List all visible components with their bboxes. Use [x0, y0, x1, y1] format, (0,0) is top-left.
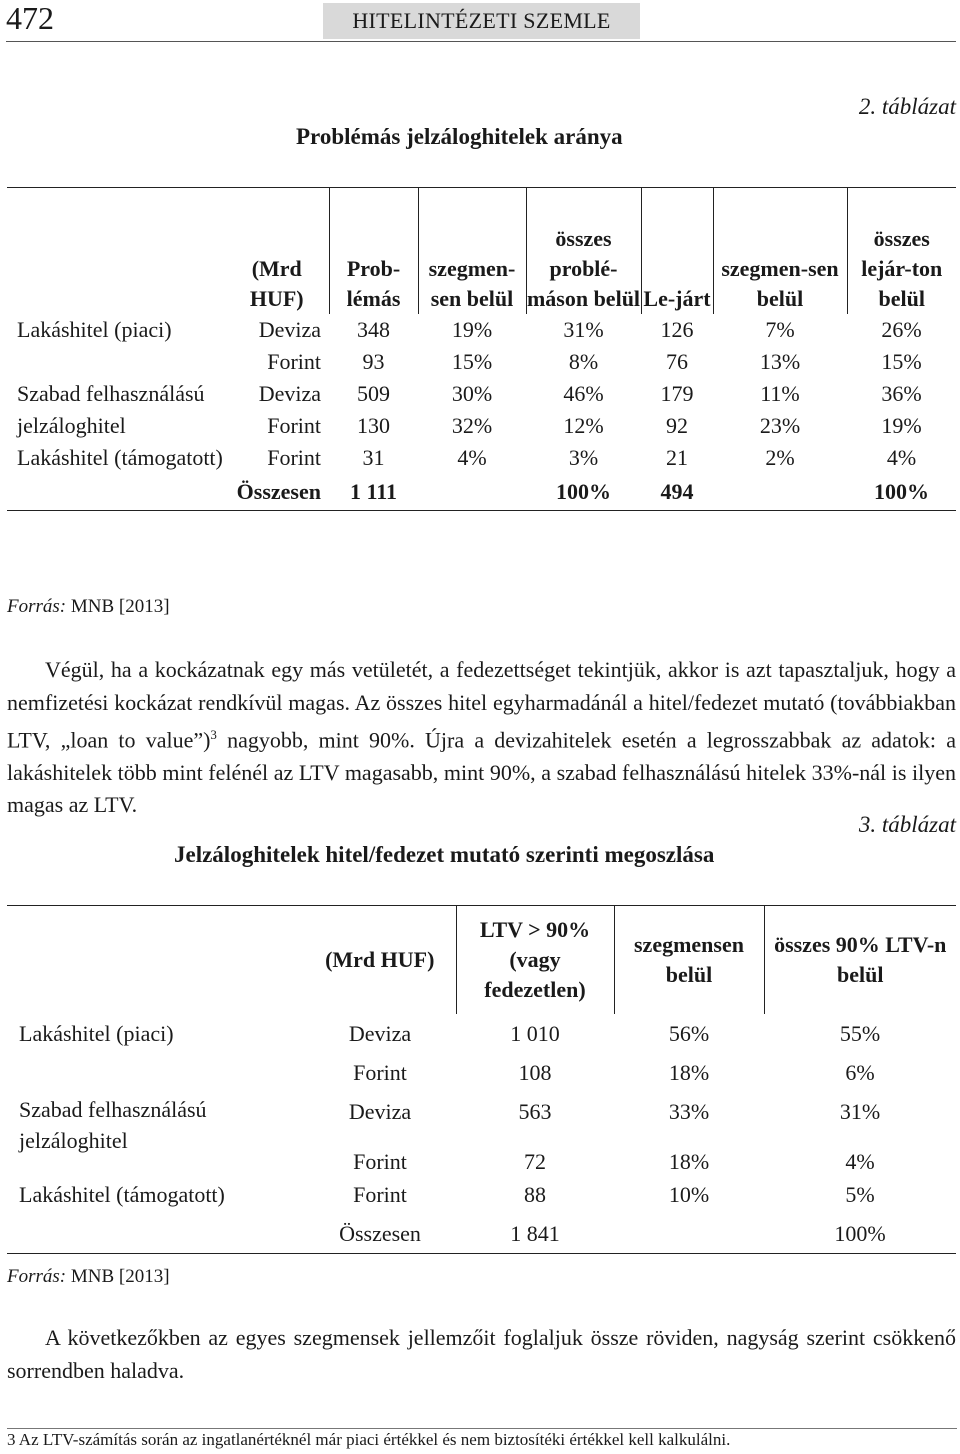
table3-source — [7, 1266, 170, 1288]
row-segment: Szabad felhasználású — [17, 381, 205, 406]
table3-header-ltv: LTV > 90% (vagy fedezetlen) — [456, 906, 614, 1015]
header-rule — [6, 41, 956, 42]
cell: 3% — [568, 445, 599, 470]
cell: 1 841 — [510, 1220, 560, 1246]
table2-title: Problémás jelzáloghitelek aránya — [296, 124, 623, 149]
cell: 11% — [760, 381, 800, 406]
cell: 72 — [524, 1149, 546, 1174]
cell: 509 — [357, 381, 390, 406]
table-row — [7, 314, 956, 346]
cell: 23% — [759, 413, 801, 438]
table2-label: 2. táblázat — [858, 94, 956, 119]
row-segment: jelzáloghitel — [17, 413, 126, 438]
cell: 12% — [563, 413, 604, 438]
row-currency: Forint — [353, 1149, 407, 1174]
source-text: MNB [2013] — [70, 596, 170, 617]
footnote-rule — [7, 1428, 957, 1429]
paragraph-1-text: Végül, ha a kockázatnak egy más vetületét, a fedezettséget tekintjük, akkor is azt tapasztaljuk, hogy a nemfizetési kockázat rendkívül magas. Az összes hitel egyharmadánál a hitel/fedezet mutató (továbbiakban LTV, „loan to value”) — [7, 657, 956, 753]
cell: 126 — [660, 317, 694, 342]
cell: 88 — [524, 1181, 546, 1207]
table2-header-lejart: Le-járt — [641, 188, 713, 315]
source-text: MNB [2013] — [70, 1266, 170, 1287]
row-currency: Forint — [267, 445, 321, 470]
cell: 4% — [457, 445, 487, 470]
total-label: Összesen — [236, 479, 321, 504]
cell: 33% — [668, 1098, 710, 1124]
cell: 100% — [556, 479, 611, 504]
cell: 4% — [845, 1149, 875, 1174]
table2-header-segment-lejart: szegmen-sen belül — [713, 188, 847, 315]
table2-header-total-lejart: összes lejár-ton belül — [847, 188, 956, 315]
table3 — [7, 905, 956, 1254]
cell: 15% — [881, 349, 922, 374]
table-row — [7, 1092, 956, 1131]
cell: 1 111 — [349, 479, 398, 504]
table2-header-row — [7, 188, 956, 315]
table3-header-row — [7, 906, 956, 1015]
footnote-ref: 3 — [210, 727, 217, 742]
cell: 563 — [518, 1098, 552, 1124]
total-label: Összesen — [339, 1220, 421, 1246]
cell: 93 — [362, 349, 385, 374]
paragraph-2-text: A következőkben az egyes szegmensek jellemzőit foglaljuk össze röviden, nagyság szerint csökkenő sorrendben haladva. — [7, 1325, 956, 1383]
source-label: Forrás: — [7, 1266, 67, 1287]
table3-header-total: összes 90% LTV-n belül — [764, 906, 956, 1015]
table-row — [7, 1014, 956, 1053]
row-currency: Forint — [267, 349, 321, 374]
journal-title: HITELINTÉZETI SZEMLE — [323, 3, 640, 39]
cell: 494 — [660, 479, 694, 504]
cell: 56% — [668, 1020, 710, 1046]
cell: 348 — [357, 317, 390, 342]
table2-header-total-problem: összes problé-máson belül — [526, 188, 641, 315]
cell: 36% — [881, 381, 922, 406]
paragraph-1-text-after: nagyobb, mint 90%. Újra a devizahitelek esetén a legrosszabbak az adatok: a lakáshitelek több mint felénél az LTV magasabb, mint 90%, a szabad felhasználású hitelek 33%-nál is ilyen magas az LTV. — [7, 727, 956, 818]
table3-header-corner — [7, 906, 304, 1015]
cell: 8% — [568, 349, 599, 374]
table-row — [7, 1175, 956, 1214]
cell: 19% — [881, 413, 922, 438]
table3-title: Jelzáloghitelek hitel/fedezet mutató szerinti megoszlása — [174, 842, 715, 867]
cell: 18% — [668, 1059, 710, 1085]
cell — [713, 474, 847, 511]
row-segment — [7, 1053, 304, 1092]
row-currency: Forint — [267, 413, 321, 438]
page-number: 472 — [6, 0, 54, 36]
cell: 10% — [668, 1181, 710, 1207]
row-segment: Lakáshitel (piaci) — [17, 317, 172, 342]
cell: 5% — [845, 1181, 875, 1207]
cell: 31 — [362, 445, 385, 470]
cell: 108 — [518, 1059, 552, 1085]
table3-header-segment: szegmensen belül — [614, 906, 764, 1015]
table2-total-row — [7, 474, 956, 511]
cell — [7, 1214, 304, 1254]
cell: 21 — [666, 445, 688, 470]
table2 — [7, 187, 956, 511]
cell: 76 — [666, 349, 688, 374]
cell: 31% — [563, 317, 604, 342]
cell: 179 — [660, 381, 694, 406]
cell: 46% — [563, 381, 604, 406]
cell: 30% — [451, 381, 493, 406]
cell: 19% — [451, 317, 493, 342]
cell: 32% — [451, 413, 493, 438]
cell: 4% — [886, 445, 917, 470]
cell: 26% — [881, 317, 922, 342]
row-currency: Forint — [353, 1181, 407, 1207]
cell — [418, 474, 526, 511]
table2-source — [7, 596, 170, 618]
cell: 6% — [845, 1059, 875, 1085]
cell: 92 — [666, 413, 688, 438]
row-segment: Lakáshitel (piaci) — [19, 1020, 174, 1046]
row-currency: Deviza — [348, 1098, 412, 1124]
table-row — [7, 346, 956, 378]
table2-header-corner — [7, 188, 225, 315]
cell — [7, 474, 225, 511]
table2-header-segment-problem: szegmen-sen belül — [418, 188, 526, 315]
table-row — [7, 410, 956, 442]
cell: 7% — [765, 317, 795, 342]
cell: 2% — [765, 445, 795, 470]
cell: 18% — [668, 1149, 710, 1174]
row-currency: Deviza — [348, 1020, 412, 1046]
row-segment: Lakáshitel (támogatott) — [19, 1181, 225, 1207]
cell: 13% — [759, 349, 801, 374]
table-row — [7, 442, 956, 474]
table2-header-unit: (Mrd HUF) — [249, 256, 304, 311]
table3-label: 3. táblázat — [858, 812, 956, 837]
paragraph-2 — [7, 1322, 956, 1387]
cell: 1 010 — [510, 1020, 560, 1046]
cell — [614, 1214, 764, 1254]
table3-total-row — [7, 1214, 956, 1254]
row-currency: Deviza — [258, 381, 321, 406]
table2-header-problemas: Prob-lémás — [329, 188, 418, 315]
cell: 100% — [834, 1220, 886, 1246]
row-segment — [7, 346, 225, 378]
cell: 31% — [839, 1098, 881, 1124]
row-currency: Forint — [353, 1059, 407, 1085]
cell: 55% — [839, 1020, 881, 1046]
cell: 130 — [357, 413, 390, 438]
table-row — [7, 1053, 956, 1092]
table3-header-unit: (Mrd HUF) — [325, 947, 435, 972]
row-segment: Szabad felhasználású jelzáloghitel — [19, 1097, 207, 1153]
cell: 15% — [451, 349, 493, 374]
row-currency: Deviza — [258, 317, 321, 342]
source-label: Forrás: — [7, 596, 67, 617]
footnote: 3 Az LTV-számítás során az ingatlanértéknél már piaci értékkel és nem biztosítéki értékkel kell kalkulálni. — [7, 1430, 731, 1449]
row-segment: Lakáshitel (támogatott) — [17, 445, 223, 470]
table-row — [7, 378, 956, 410]
cell: 100% — [874, 479, 929, 504]
paragraph-1 — [7, 654, 956, 822]
